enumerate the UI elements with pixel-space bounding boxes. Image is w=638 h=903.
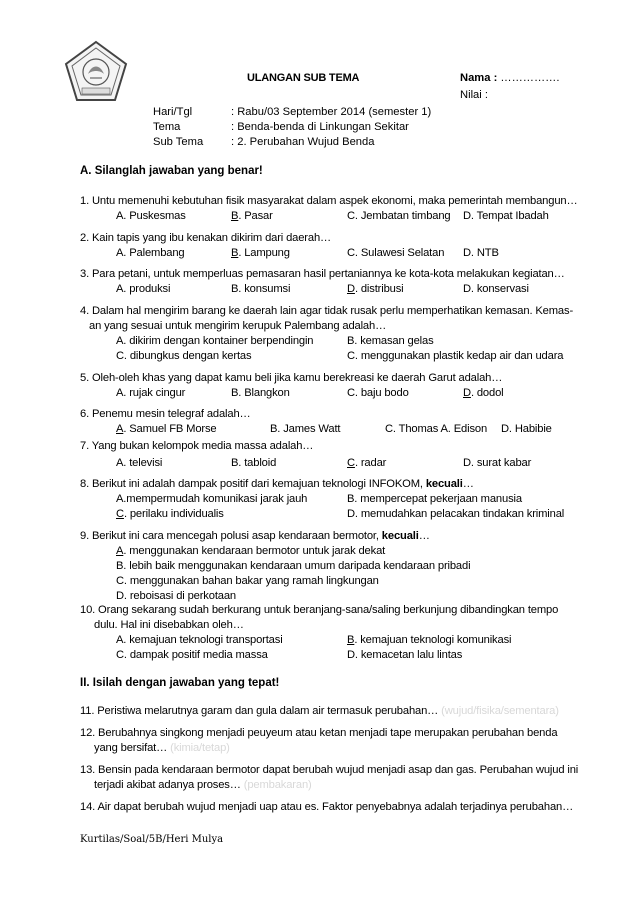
question-13-text: terjadi akibat adanya proses… — [94, 779, 241, 791]
q9-option-b: B. lebih baik menggunakan kendaraan umum daripada kendaraan pribadi — [116, 560, 471, 572]
q5-option-a: A. rujak cingur — [116, 387, 186, 399]
page-title: ULANGAN SUB TEMA — [247, 72, 360, 84]
q6-option-c: C. Thomas A. Edison — [385, 423, 488, 435]
q10-option-b — [347, 634, 511, 646]
q3-option-b: B. konsumsi — [231, 283, 291, 295]
question-11 — [80, 705, 559, 717]
question-12-text: yang bersifat… — [94, 742, 168, 754]
q5-option-d-text: . dodol — [470, 387, 504, 399]
question-6: 6. Penemu mesin telegraf adalah… — [80, 408, 251, 420]
q10-option-b-text: . kemajuan teknologi komunikasi — [354, 634, 512, 646]
q8-option-b: B. mempercepat pekerjaan manusia — [347, 493, 522, 505]
q3-option-c-letter: D — [347, 283, 355, 295]
q5-option-d — [463, 387, 503, 399]
name-label: Nama : — [460, 72, 498, 84]
q10-option-a: A. kemajuan teknologi transportasi — [116, 634, 283, 646]
q2-option-b-letter: B — [231, 247, 239, 259]
q7-option-c-letter: C — [347, 457, 355, 469]
q2-option-b — [231, 247, 290, 259]
info-value-date: : Rabu/03 September 2014 (semester 1) — [231, 106, 432, 118]
name-value: ……………. — [500, 72, 560, 84]
question-12-line1: 12. Berubahnya singkong menjadi peuyeum atau ketan menjadi tape merupakan perubahan benda — [80, 727, 558, 739]
q3-option-d: D. konservasi — [463, 283, 529, 295]
q8-option-c — [116, 508, 224, 520]
q9-option-d: D. reboisasi di perkotaan — [116, 590, 237, 602]
q6-option-b: B. James Watt — [270, 423, 341, 435]
q8-option-c-text: . perilaku individualis — [123, 508, 224, 520]
q10-option-c: C. dampak positif media massa — [116, 649, 268, 661]
question-14: 14. Air dapat berubah wujud menjadi uap atau es. Faktor penyebabnya adalah terjadinya perubahan… — [80, 801, 574, 813]
q6-option-a-letter: A — [116, 423, 124, 435]
q1-option-b — [231, 210, 273, 222]
q6-option-d: D. Habibie — [501, 423, 552, 435]
question-5: 5. Oleh-oleh khas yang dapat kamu beli jika kamu berekreasi ke daerah Garut adalah… — [80, 372, 503, 384]
question-4-line2: an yang sesuai untuk mengirim kerupuk Palembang adalah… — [89, 320, 387, 332]
info-value-theme: : Benda-benda di Linkungan Sekitar — [231, 121, 409, 133]
question-8-emphasis: kecuali — [425, 478, 463, 490]
school-logo — [64, 40, 128, 102]
q9-option-c: C. menggunakan bahan bakar yang ramah lingkungan — [116, 575, 379, 587]
q1-option-b-text: . Pasar — [238, 210, 273, 222]
q7-option-c — [347, 457, 386, 469]
question-4-line1: 4. Dalam hal mengirim barang ke daerah lain agar tidak rusak perlu memperhatikan kemasan. Kemas- — [80, 305, 574, 317]
q7-option-b: B. tabloid — [231, 457, 277, 469]
q2-option-a: A. Palembang — [116, 247, 185, 259]
info-label-subtheme: Sub Tema — [153, 136, 204, 148]
question-7: 7. Yang bukan kelompok media massa adalah… — [80, 440, 314, 452]
question-12-line2 — [94, 742, 230, 754]
question-3: 3. Para petani, untuk memperluas pemasaran hasil pertaniannya ke kota-kota melakukan kegiatan… — [80, 268, 565, 280]
info-value-subtheme: : 2. Perubahan Wujud Benda — [231, 136, 375, 148]
q9-option-a-letter: A — [116, 545, 124, 557]
q6-option-a — [116, 423, 217, 435]
q9-option-a-text: . menggunakan kendaraan bermotor untuk jarak dekat — [123, 545, 386, 557]
q4-option-b: B. kemasan gelas — [347, 335, 434, 347]
name-field — [460, 72, 559, 84]
q5-option-c: C. baju bodo — [347, 387, 409, 399]
info-label-date: Hari/Tgl — [153, 106, 193, 118]
question-13-line2 — [94, 779, 312, 791]
q10-option-d: D. kemacetan lalu lintas — [347, 649, 463, 661]
question-2: 2. Kain tapis yang ibu kenakan dikirim dari daerah… — [80, 232, 332, 244]
question-8-text: 8. Berikut ini adalah dampak positif dari kemajuan teknologi INFOKOM, — [80, 478, 426, 490]
q1-option-a: A. Puskesmas — [116, 210, 186, 222]
question-9-ellipsis: … — [418, 530, 430, 542]
section-a-heading: A. Silanglah jawaban yang benar! — [80, 165, 263, 177]
q1-option-c: C. Jembatan timbang — [347, 210, 451, 222]
q10-option-b-letter: B — [347, 634, 355, 646]
q7-option-a: A. televisi — [116, 457, 163, 469]
q5-option-d-letter: D — [463, 387, 471, 399]
question-8-ellipsis: … — [462, 478, 474, 490]
q8-option-a: A.mempermudah komunikasi jarak jauh — [116, 493, 308, 505]
q5-option-b: B. Blangkon — [231, 387, 290, 399]
q9-option-a — [116, 545, 385, 557]
q3-option-a: A. produksi — [116, 283, 171, 295]
q3-option-c-text: . distribusi — [354, 283, 404, 295]
question-9-text: 9. Berikut ini cara mencegah polusi asap kendaraan bermotor, — [80, 530, 382, 542]
question-9-emphasis: kecuali — [381, 530, 419, 542]
q1-option-b-letter: B — [231, 210, 239, 222]
q4-option-c: C. dibungkus dengan kertas — [116, 350, 252, 362]
question-11-text: 11. Peristiwa melarutnya garam dan gula dalam air termasuk perubahan… — [80, 705, 439, 717]
q7-option-c-text: . radar — [354, 457, 387, 469]
q7-option-d: D. surat kabar — [463, 457, 532, 469]
question-11-answer: (wujud/fisika/sementara) — [441, 705, 559, 717]
q3-option-c — [347, 283, 404, 295]
q4-option-a: A. dikirim dengan kontainer berpendingin — [116, 335, 314, 347]
question-12-answer: (kimia/tetap) — [170, 742, 230, 754]
question-13-line1: 13. Bensin pada kendaraan bermotor dapat berubah wujud menjadi asap dan gas. Perubahan wujud ini — [80, 764, 579, 776]
q8-option-c-letter: C — [116, 508, 124, 520]
question-9 — [80, 530, 430, 542]
info-label-theme: Tema — [153, 121, 181, 133]
q6-option-a-text: . Samuel FB Morse — [123, 423, 217, 435]
q2-option-d: D. NTB — [463, 247, 499, 259]
q4-option-d: C. menggunakan plastik kedap air dan udara — [347, 350, 564, 362]
q1-option-d: D. Tempat Ibadah — [463, 210, 549, 222]
question-10-line1: 10. Orang sekarang sudah berkurang untuk beranjang-sana/saling berkunjung dibandingkan tempo — [80, 604, 559, 616]
q2-option-b-text: . Lampung — [238, 247, 290, 259]
section-b-heading: II. Isilah dengan jawaban yang tepat! — [80, 677, 280, 689]
question-10-line2: dulu. Hal ini disebabkan oleh… — [94, 619, 244, 631]
question-13-answer: (pembakaran) — [243, 779, 312, 791]
question-1: 1. Untu memenuhi kebutuhan fisik masyarakat dalam aspek ekonomi, maka pemerintah membangun… — [80, 195, 578, 207]
footer-credit: Kurtilas/Soal/5B/Heri Mulya — [80, 834, 224, 845]
score-label: Nilai : — [460, 89, 488, 101]
q2-option-c: C. Sulawesi Selatan — [347, 247, 445, 259]
q8-option-d: D. memudahkan pelacakan tindakan kriminal — [347, 508, 565, 520]
question-8 — [80, 478, 474, 490]
